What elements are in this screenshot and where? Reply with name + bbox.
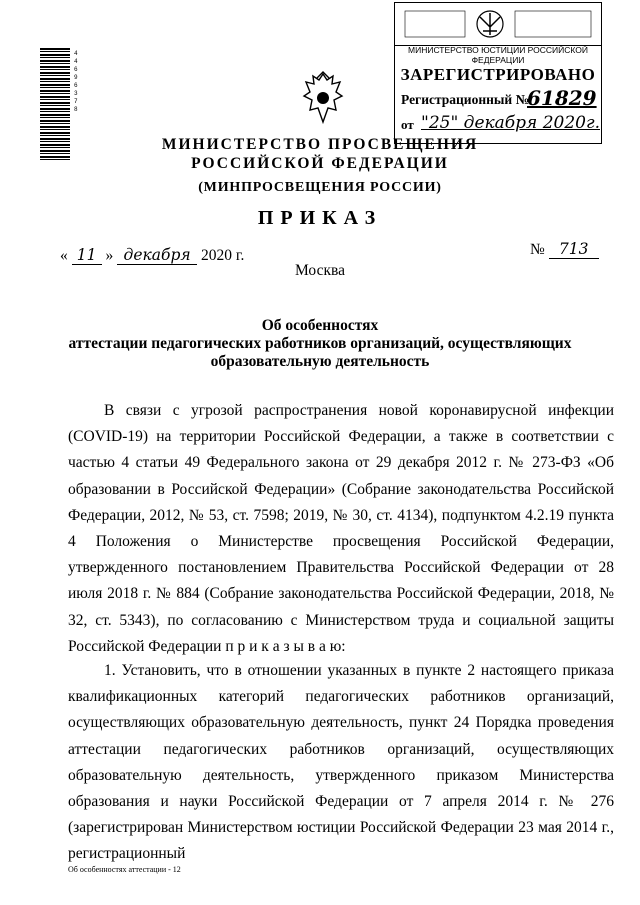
stamp-date-value: "25" декабря 2020г. <box>421 113 600 133</box>
barcode-number: 44696378 <box>74 50 78 113</box>
body-paragraph-1: В связи с угрозой распространения новой коронавирусной инфекции (COVID-19) на территории Российской Федерации, а также в соответствии с частью 4 статьи 49 Федерального закона от 29 декабря 2012 г. № 273-ФЗ «Об образовании в Российской Федерации» (Собрание законодательства Российской Федерации, 2012, № 53, ст. 7598; 2019, № 30, ст. 4134), подпунктом 4.2.19 пункта 4 Положения о Министерстве просвещения Российской Федерации, утвержденного постановлением Правительства Российской Федерации от 28 июля 2018 г. № 884 (Собрание законодательства Российской Федерации, 2018, № 32, ст. 5343), по согласованию с Министерством труда и социальной защиты Российской Федерации п р и к а з ы в а ю: <box>68 402 614 655</box>
stamp-date-label: от <box>401 117 414 132</box>
ministry-short: (МИНПРОСВЕЩЕНИЯ РОССИИ) <box>198 180 442 195</box>
stamp-ministry: МИНИСТЕРСТВО ЮСТИЦИИ РОССИЙСКОЙ ФЕДЕРАЦИИ <box>408 45 588 65</box>
ministry-line1: МИНИСТЕРСТВО ПРОСВЕЩЕНИЯ <box>161 136 479 153</box>
stamp-emblem-icon <box>395 3 601 45</box>
number-label: № <box>530 241 545 258</box>
title-line1: Об особенностях <box>261 317 379 334</box>
date-year: 2020 г. <box>201 247 245 264</box>
date-open-quote: « <box>60 247 68 264</box>
registration-stamp <box>394 2 602 144</box>
date-close-quote: » <box>105 247 114 264</box>
stamp-emblem-area <box>395 3 601 46</box>
doc-type: ПРИКАЗ <box>257 207 383 229</box>
coat-of-arms-icon <box>300 70 346 128</box>
footer-note: Об особенностях аттестации - 12 <box>68 865 181 874</box>
title-line2: аттестации педагогических работников организаций, осуществляющих <box>68 335 572 352</box>
ministry-line2: РОССИЙСКОЙ ФЕДЕРАЦИИ <box>191 155 449 172</box>
date-day: 11 <box>72 246 102 265</box>
stamp-reg-label: Регистрационный № <box>401 92 530 107</box>
date-month: декабря <box>117 246 197 265</box>
stamp-registered: ЗАРЕГИСТРИРОВАНО <box>400 65 596 84</box>
order-number <box>530 240 599 259</box>
stamp-reg-number: 61829 <box>527 86 597 110</box>
title-line3: образовательную деятельность <box>210 353 430 370</box>
body-paragraph-2: 1. Установить, что в отношении указанных в пункте 2 настоящего приказа квалификационных категорий педагогических работников организаций, осуществляющих образовательную деятельность, пункт 24 Порядка проведения аттестации педагогических работников организаций, осуществляющих образовательную деятельность, утвержденного приказом Министерства образования и науки Российской Федерации от 7 апреля 2014 г. № 276 (зарегистрирован Министерством юстиции Российской Федерации 23 мая 2014 г., регистрационный <box>68 662 614 863</box>
number-value: 713 <box>549 240 599 259</box>
city: Москва <box>295 262 345 279</box>
